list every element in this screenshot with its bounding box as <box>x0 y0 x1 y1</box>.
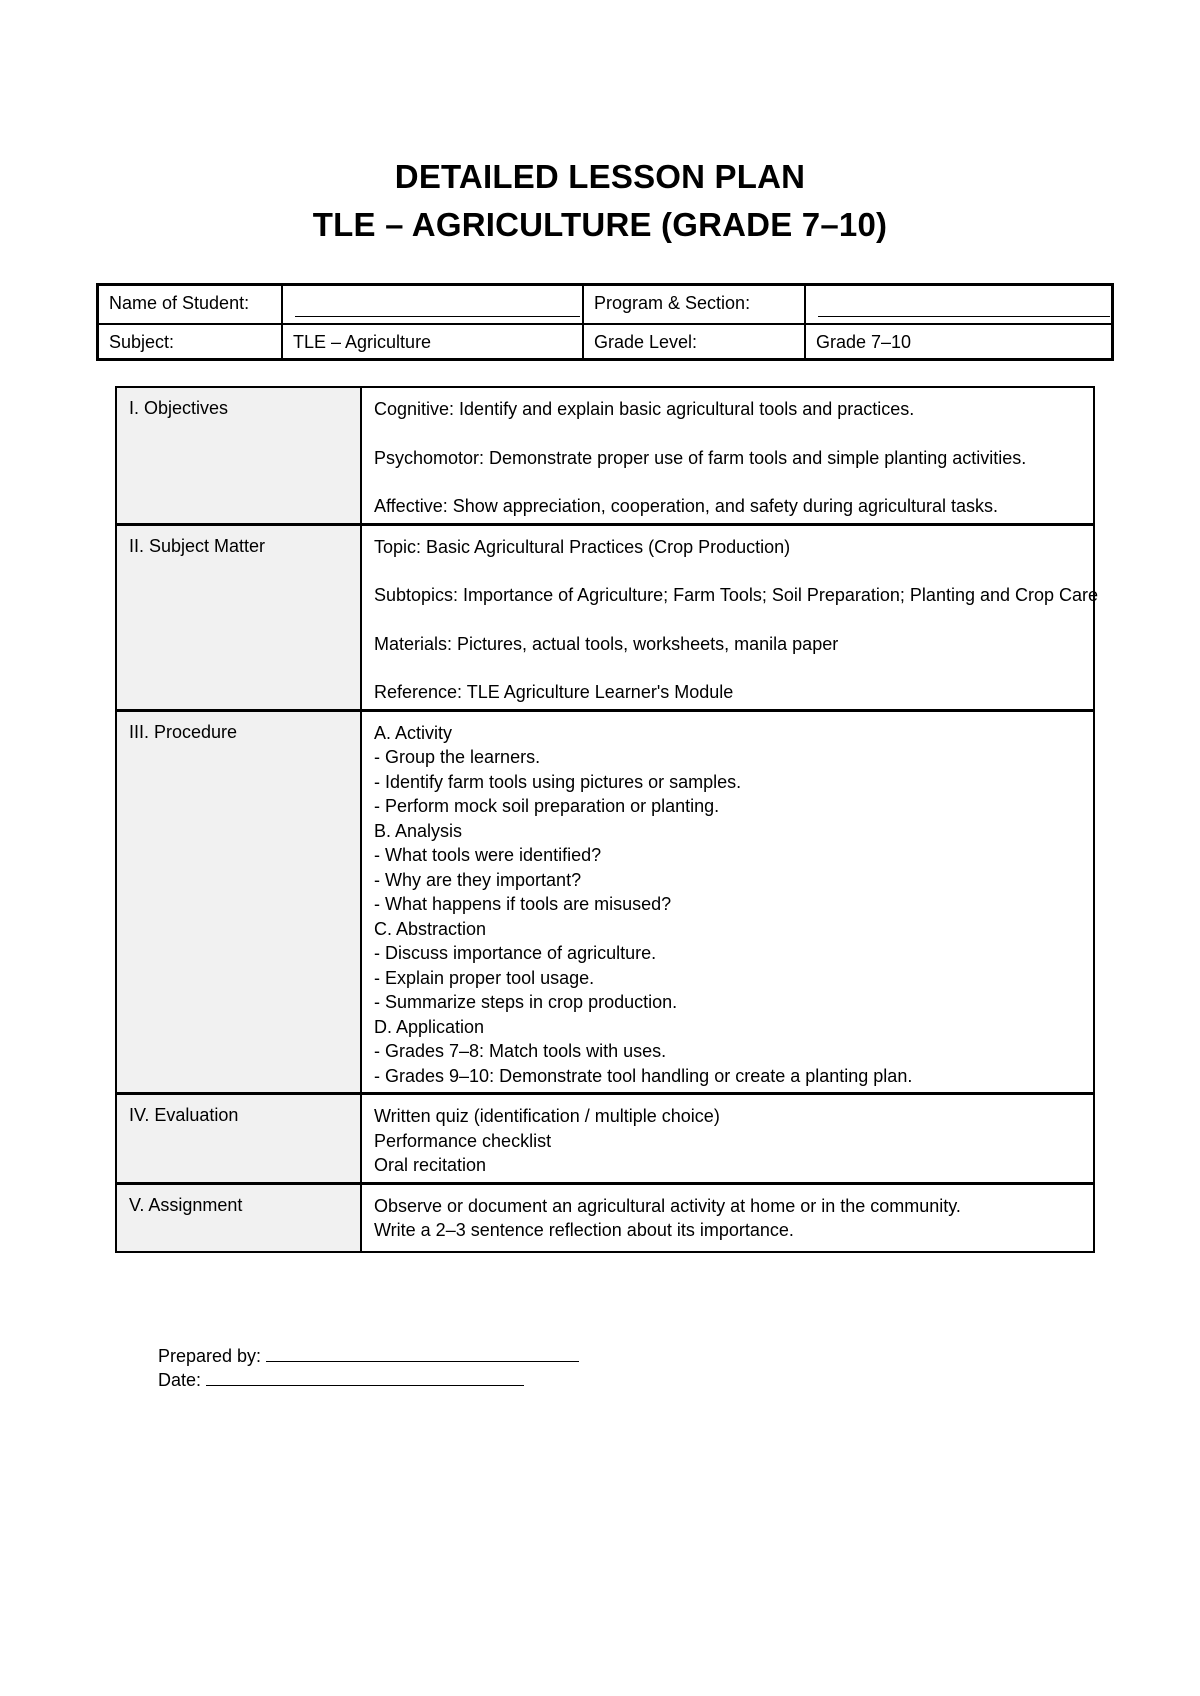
document-subtitle: TLE – AGRICULTURE (GRADE 7–10) <box>312 206 888 243</box>
student-info-table <box>96 283 1114 361</box>
name-of-student-field[interactable] <box>283 286 582 323</box>
procedure-heading: C. Abstraction <box>374 918 487 939</box>
objective-cognitive: Cognitive: Identify and explain basic agricultural tools and practices. <box>374 399 915 419</box>
materials-line: Materials: Pictures, actual tools, worksheets, manila paper <box>374 633 839 654</box>
grade-level-value: Grade 7–10 <box>816 332 912 352</box>
date-line <box>158 1369 524 1391</box>
subject-value: TLE – Agriculture <box>293 332 432 352</box>
procedure-item: - Why are they important? <box>374 869 582 890</box>
procedure-content <box>362 712 1093 1093</box>
assignment-row <box>117 1182 1093 1251</box>
program-section-label: Program & Section: <box>594 293 751 313</box>
procedure-item: - Summarize steps in crop production. <box>374 992 678 1012</box>
assignment-content <box>362 1185 1093 1251</box>
evaluation-item: Written quiz (identification / multiple choice) <box>374 1106 720 1126</box>
objectives-content <box>362 388 1093 523</box>
procedure-item: - Group the learners. <box>374 747 541 767</box>
grade-level-label: Grade Level: <box>594 332 698 352</box>
lesson-plan-table <box>115 386 1099 1253</box>
section-label: I. Objectives <box>117 388 362 523</box>
procedure-item: - Grades 7–8: Match tools with uses. <box>374 1041 667 1061</box>
section-label: IV. Evaluation <box>117 1095 362 1182</box>
objectives-row <box>117 388 1093 523</box>
subject-matter-content <box>362 526 1099 709</box>
topic-line: Topic: Basic Agricultural Practices (Crop Production) <box>374 536 791 557</box>
subtopics-line: Subtopics: Importance of Agriculture; Farm Tools; Soil Preparation; Planting and Crop Care <box>374 585 1099 605</box>
procedure-item: - Grades 9–10: Demonstrate tool handling or create a planting plan. <box>374 1065 913 1086</box>
procedure-row <box>117 709 1093 1093</box>
info-row-2 <box>99 323 1111 361</box>
evaluation-item: Oral recitation <box>374 1155 487 1175</box>
prepared-by-line <box>158 1345 579 1367</box>
assignment-item: Write a 2–3 sentence reflection about its importance. <box>374 1220 794 1240</box>
prepared-by-label: Prepared by: <box>158 1346 262 1366</box>
date-field[interactable] <box>206 1369 524 1386</box>
reference-line: Reference: TLE Agriculture Learner's Module <box>374 682 734 702</box>
section-label: II. Subject Matter <box>117 526 362 709</box>
procedure-item: - Explain proper tool usage. <box>374 967 595 988</box>
assignment-item: Observe or document an agricultural activity at home or in the community. <box>374 1195 961 1216</box>
document-title: DETAILED LESSON PLAN <box>394 158 806 195</box>
objective-affective: Affective: Show appreciation, cooperation, and safety during agricultural tasks. <box>374 496 999 516</box>
procedure-heading: D. Application <box>374 1016 485 1037</box>
subject-matter-row <box>117 523 1099 709</box>
section-label: V. Assignment <box>117 1185 362 1251</box>
procedure-heading: B. Analysis <box>374 820 463 841</box>
info-row-1 <box>99 286 1111 323</box>
section-label: III. Procedure <box>117 712 362 1093</box>
prepared-by-field[interactable] <box>266 1345 579 1362</box>
procedure-heading: A. Activity <box>374 722 453 743</box>
evaluation-content <box>362 1095 1093 1182</box>
program-section-field[interactable] <box>806 286 1112 323</box>
evaluation-item: Performance checklist <box>374 1130 552 1151</box>
procedure-item: - Perform mock soil preparation or planting. <box>374 796 720 816</box>
evaluation-row <box>117 1092 1093 1182</box>
procedure-item: - What happens if tools are misused? <box>374 894 672 914</box>
date-label: Date: <box>158 1370 202 1390</box>
procedure-item: - Identify farm tools using pictures or samples. <box>374 771 742 792</box>
procedure-item: - Discuss importance of agriculture. <box>374 943 657 963</box>
procedure-item: - What tools were identified? <box>374 845 602 865</box>
name-of-student-label: Name of Student: <box>109 293 250 313</box>
subject-label: Subject: <box>109 332 175 352</box>
objective-psychomotor: Psychomotor: Demonstrate proper use of farm tools and simple planting activities. <box>374 447 1027 468</box>
